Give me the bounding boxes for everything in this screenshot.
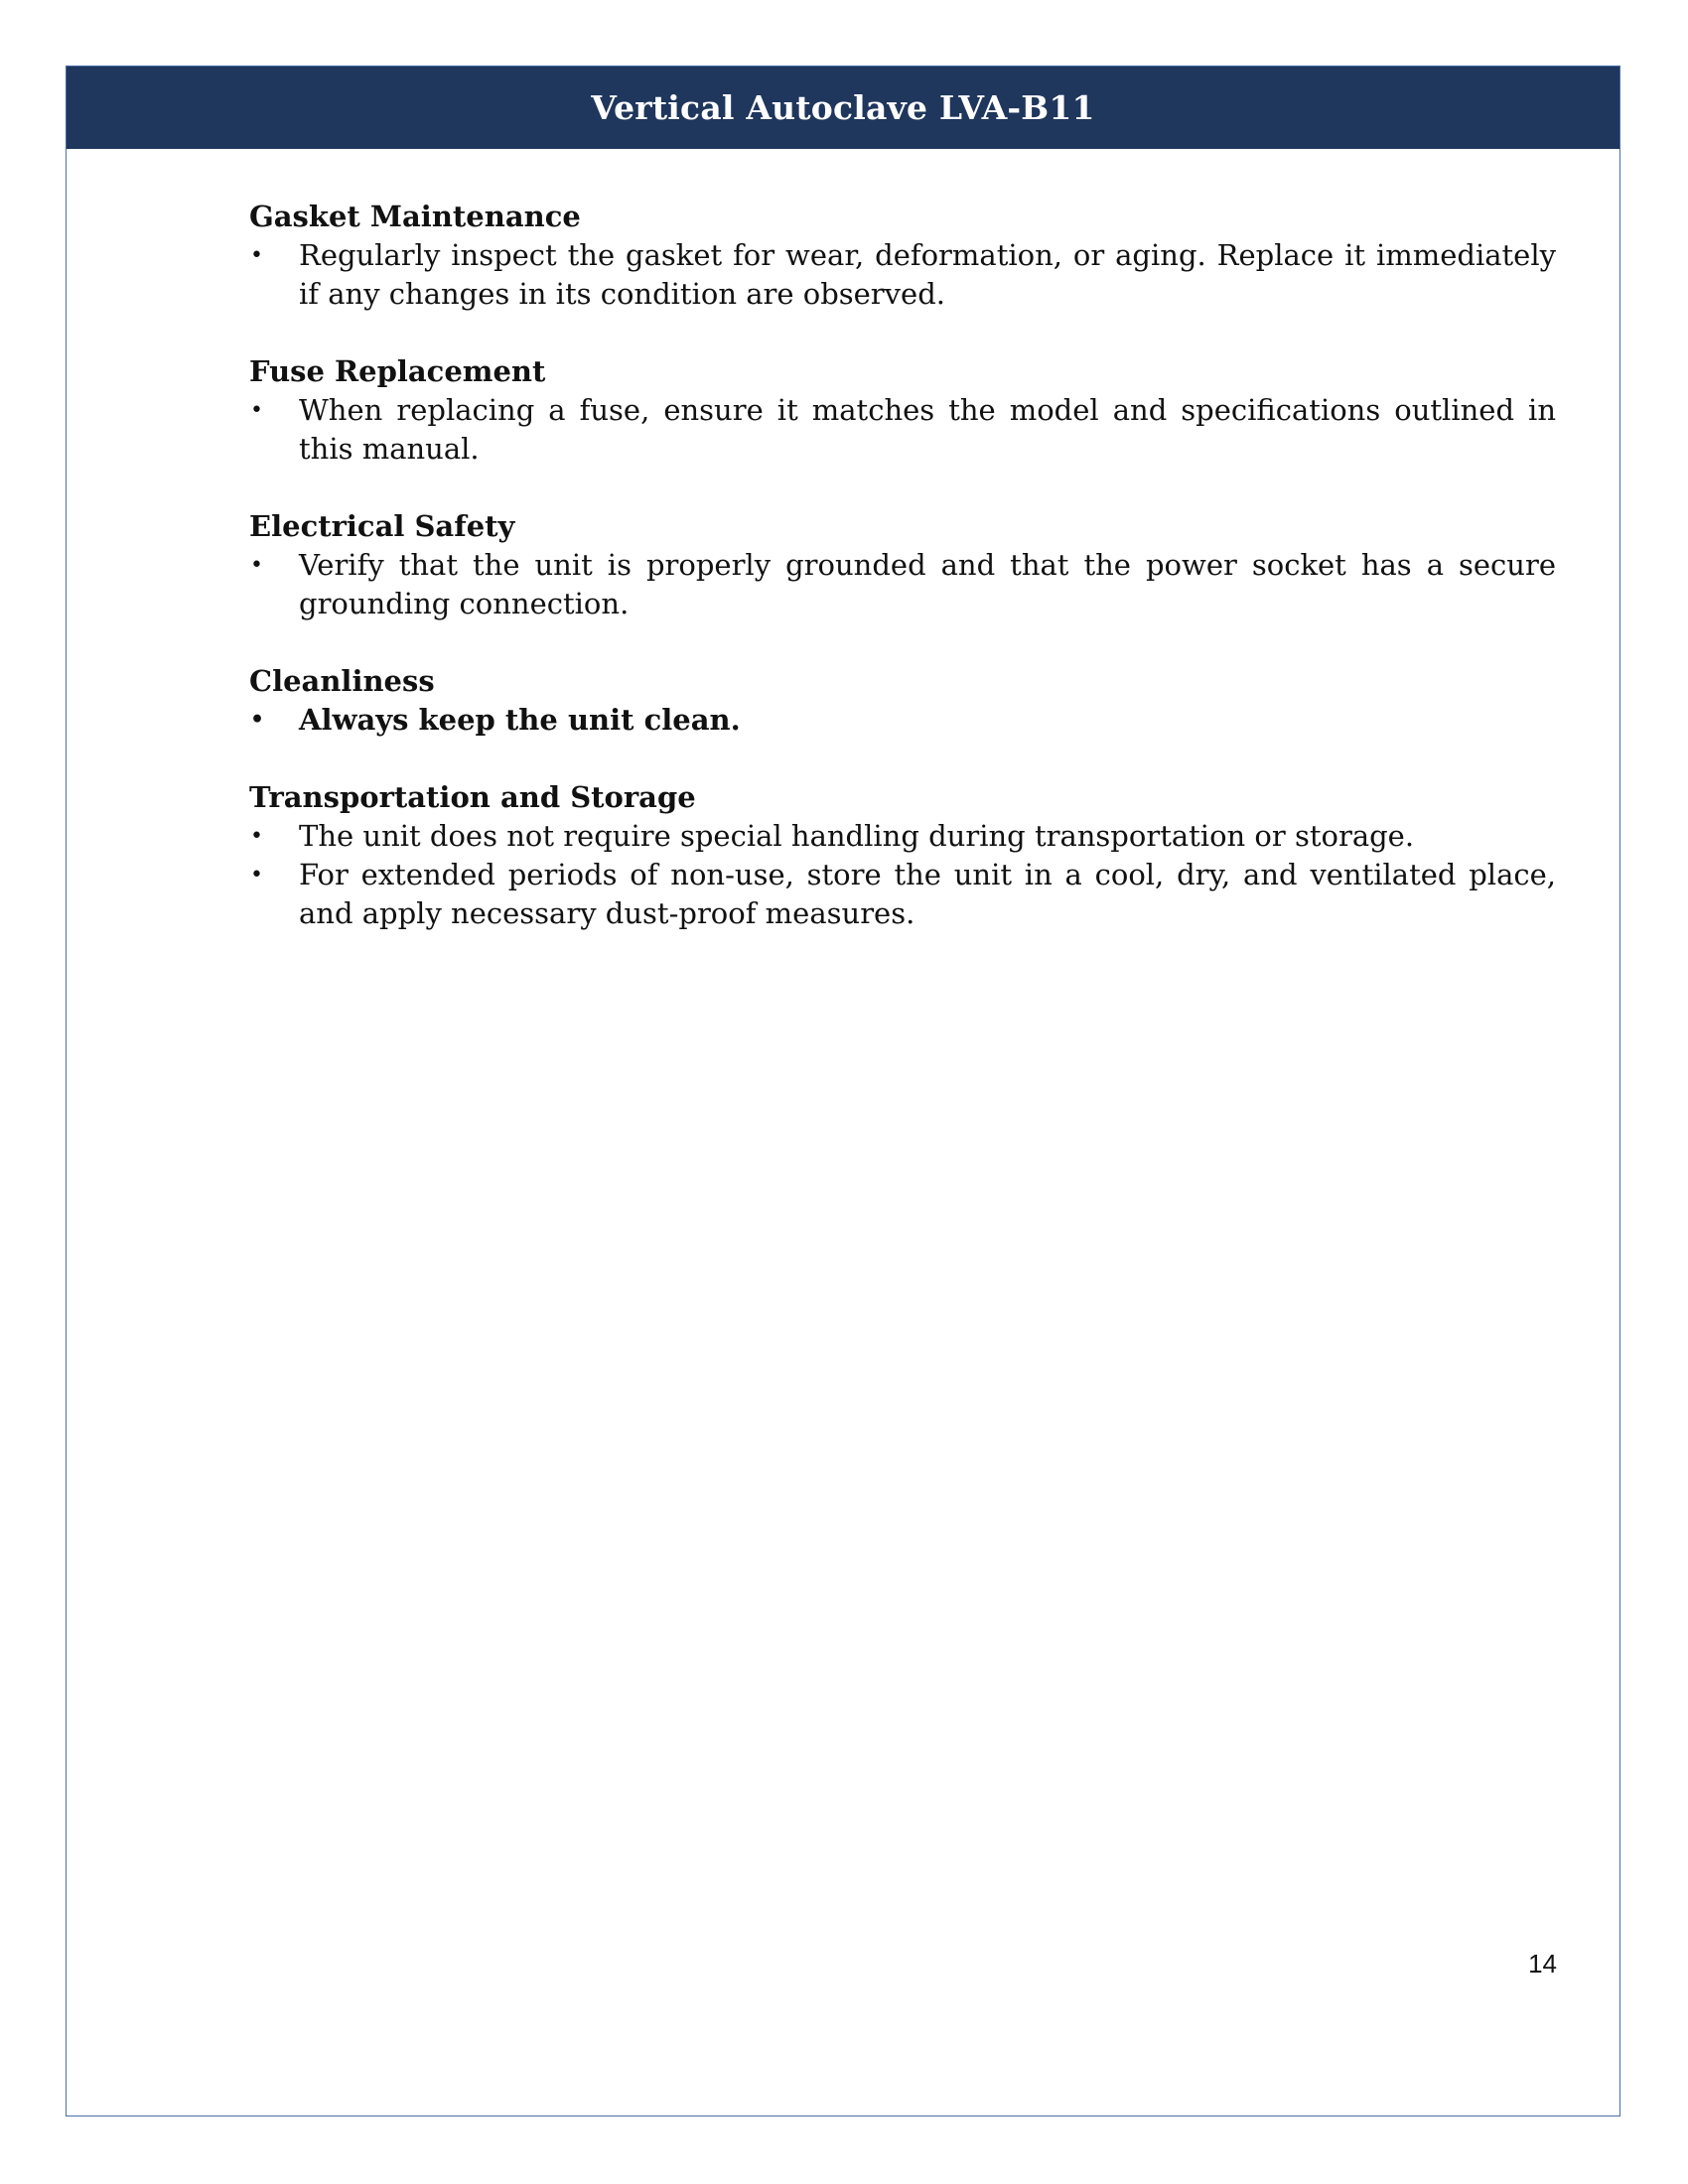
list-item	[249, 817, 1556, 856]
list-item-text: The unit does not require special handling during transportation or storage.	[299, 819, 1415, 853]
bullet-list	[249, 391, 1556, 469]
section-heading: Gasket Maintenance	[249, 200, 581, 233]
section-gasket-maintenance	[249, 198, 1556, 314]
bullet-list	[249, 236, 1556, 314]
page-frame	[66, 66, 1620, 2116]
list-item	[249, 546, 1556, 623]
page-number: 14	[1528, 1949, 1557, 1979]
list-item	[249, 701, 1556, 740]
list-item-text: Always keep the unit clean.	[299, 703, 741, 737]
section-electrical-safety	[249, 507, 1556, 623]
section-heading: Transportation and Storage	[249, 780, 696, 814]
bullet-icon: •	[250, 243, 263, 268]
list-item-text: Verify that the unit is properly grounded and that the power socket has a secure grounding connection.	[299, 548, 1556, 620]
bullet-icon: •	[250, 707, 265, 733]
document-title: Vertical Autoclave LVA-B11	[591, 88, 1095, 127]
list-item-text: When replacing a fuse, ensure it matches the model and specifications outlined in this manual.	[299, 393, 1556, 466]
list-item	[249, 856, 1556, 933]
list-item	[249, 236, 1556, 314]
section-heading: Fuse Replacement	[249, 354, 546, 388]
list-item-text: For extended periods of non-use, store the unit in a cool, dry, and ventilated place, and apply necessary dust-proof measures.	[299, 858, 1556, 930]
section-transportation-storage	[249, 778, 1556, 933]
bullet-list	[249, 546, 1556, 623]
list-item-text: Regularly inspect the gasket for wear, deformation, or aging. Replace it immediately if any changes in its condition are observed.	[299, 238, 1556, 311]
bullet-icon: •	[250, 863, 263, 887]
header-bar	[67, 67, 1619, 149]
section-fuse-replacement	[249, 352, 1556, 469]
section-cleanliness	[249, 662, 1556, 740]
list-item	[249, 391, 1556, 469]
bullet-list	[249, 817, 1556, 933]
bullet-list	[249, 701, 1556, 740]
bullet-icon: •	[250, 824, 263, 849]
bullet-icon: •	[250, 553, 263, 578]
bullet-icon: •	[250, 398, 263, 423]
section-heading: Electrical Safety	[249, 509, 515, 543]
content-area	[249, 198, 1556, 972]
section-heading: Cleanliness	[249, 664, 435, 698]
